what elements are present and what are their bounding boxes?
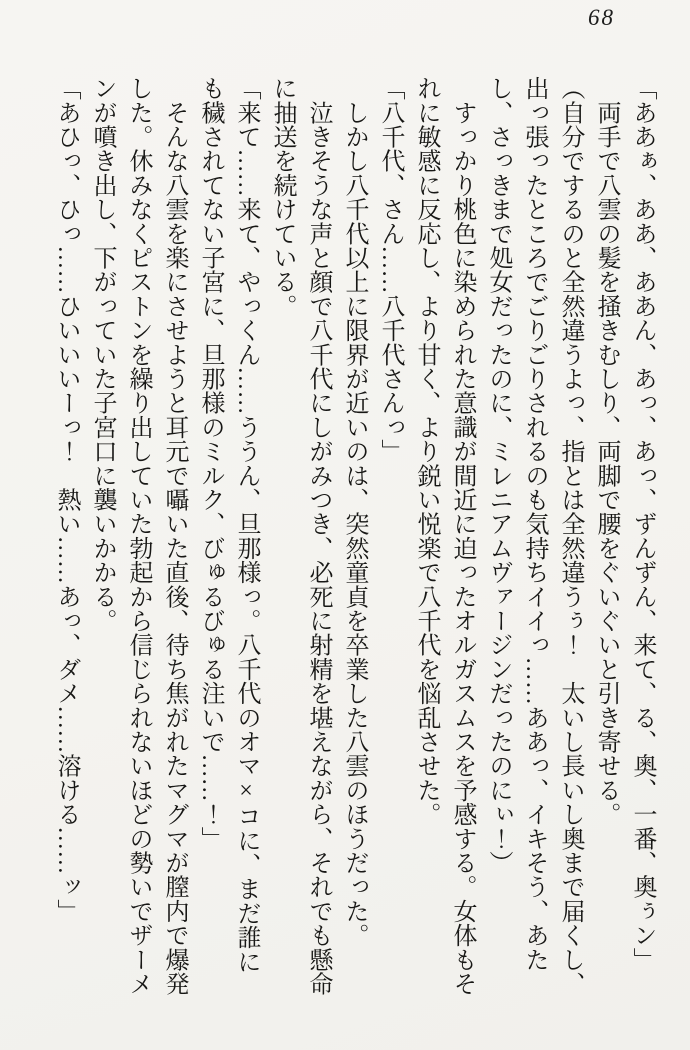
paragraph: 泣きそうな声と顔で八千代にしがみつき、必死に射精を堪えながら、それでも懸命に抽送を続けている。 xyxy=(269,76,331,996)
page-number: 68 xyxy=(588,5,615,30)
page-text xyxy=(48,76,660,996)
paragraph: 両手で八雲の髪を掻きむしり、両脚で腰をぐいぐいと引き寄せる。 xyxy=(593,76,619,827)
paragraph: そんな八雲を楽にさせようと耳元で囁いた直後、待ち焦がれたマグマが膣内で爆発した。休みなくピストンを繰り出していた勃起から信じられないほどの勢いでザーメンが噴き出し、下がっていた子宮口に襲いかかる。 xyxy=(89,76,187,996)
paragraph: 「あひっ、ひっ……ひいいいーっ！ 熱い……あっ、ダメ……溶ける……ッ」 xyxy=(53,76,79,923)
paragraph: 「八千代、さん……八千代さんっ」 xyxy=(377,76,403,464)
paragraph: すっかり桃色に染められた意識が間近に迫ったオルガスムスを予感する。女体もそれに敏感に反応し、より甘く、より鋭い悦楽で八千代を悩乱させた。 xyxy=(413,76,475,996)
paragraph: 「ああぁ、ああ、ああん、あっ、あっ、ずんずん、来て、る、奥、一番、奥ぅン」 xyxy=(629,76,655,972)
paragraph: （自分でするのと全然違うよっ、指とは全然違うぅ！ 太いし長いし奥まで届くし、出っ張ったところでごりごりされるのも気持ちイイっ……ああっ、イキそう、あたし、さっきまで処女だったのに、ミレニアムヴァージンだったのにぃ！） xyxy=(485,76,583,996)
paragraph: 「来て……来て、やっくん……ううん、旦那様っ。八千代のオマ×コに、まだ誰にも穢されてない子宮に、旦那様のミルク、びゅるびゅる注いで……！」 xyxy=(197,76,259,974)
paragraph: しかし八千代以上に限界が近いのは、突然童貞を卒業した八雲のほうだった。 xyxy=(341,76,367,948)
